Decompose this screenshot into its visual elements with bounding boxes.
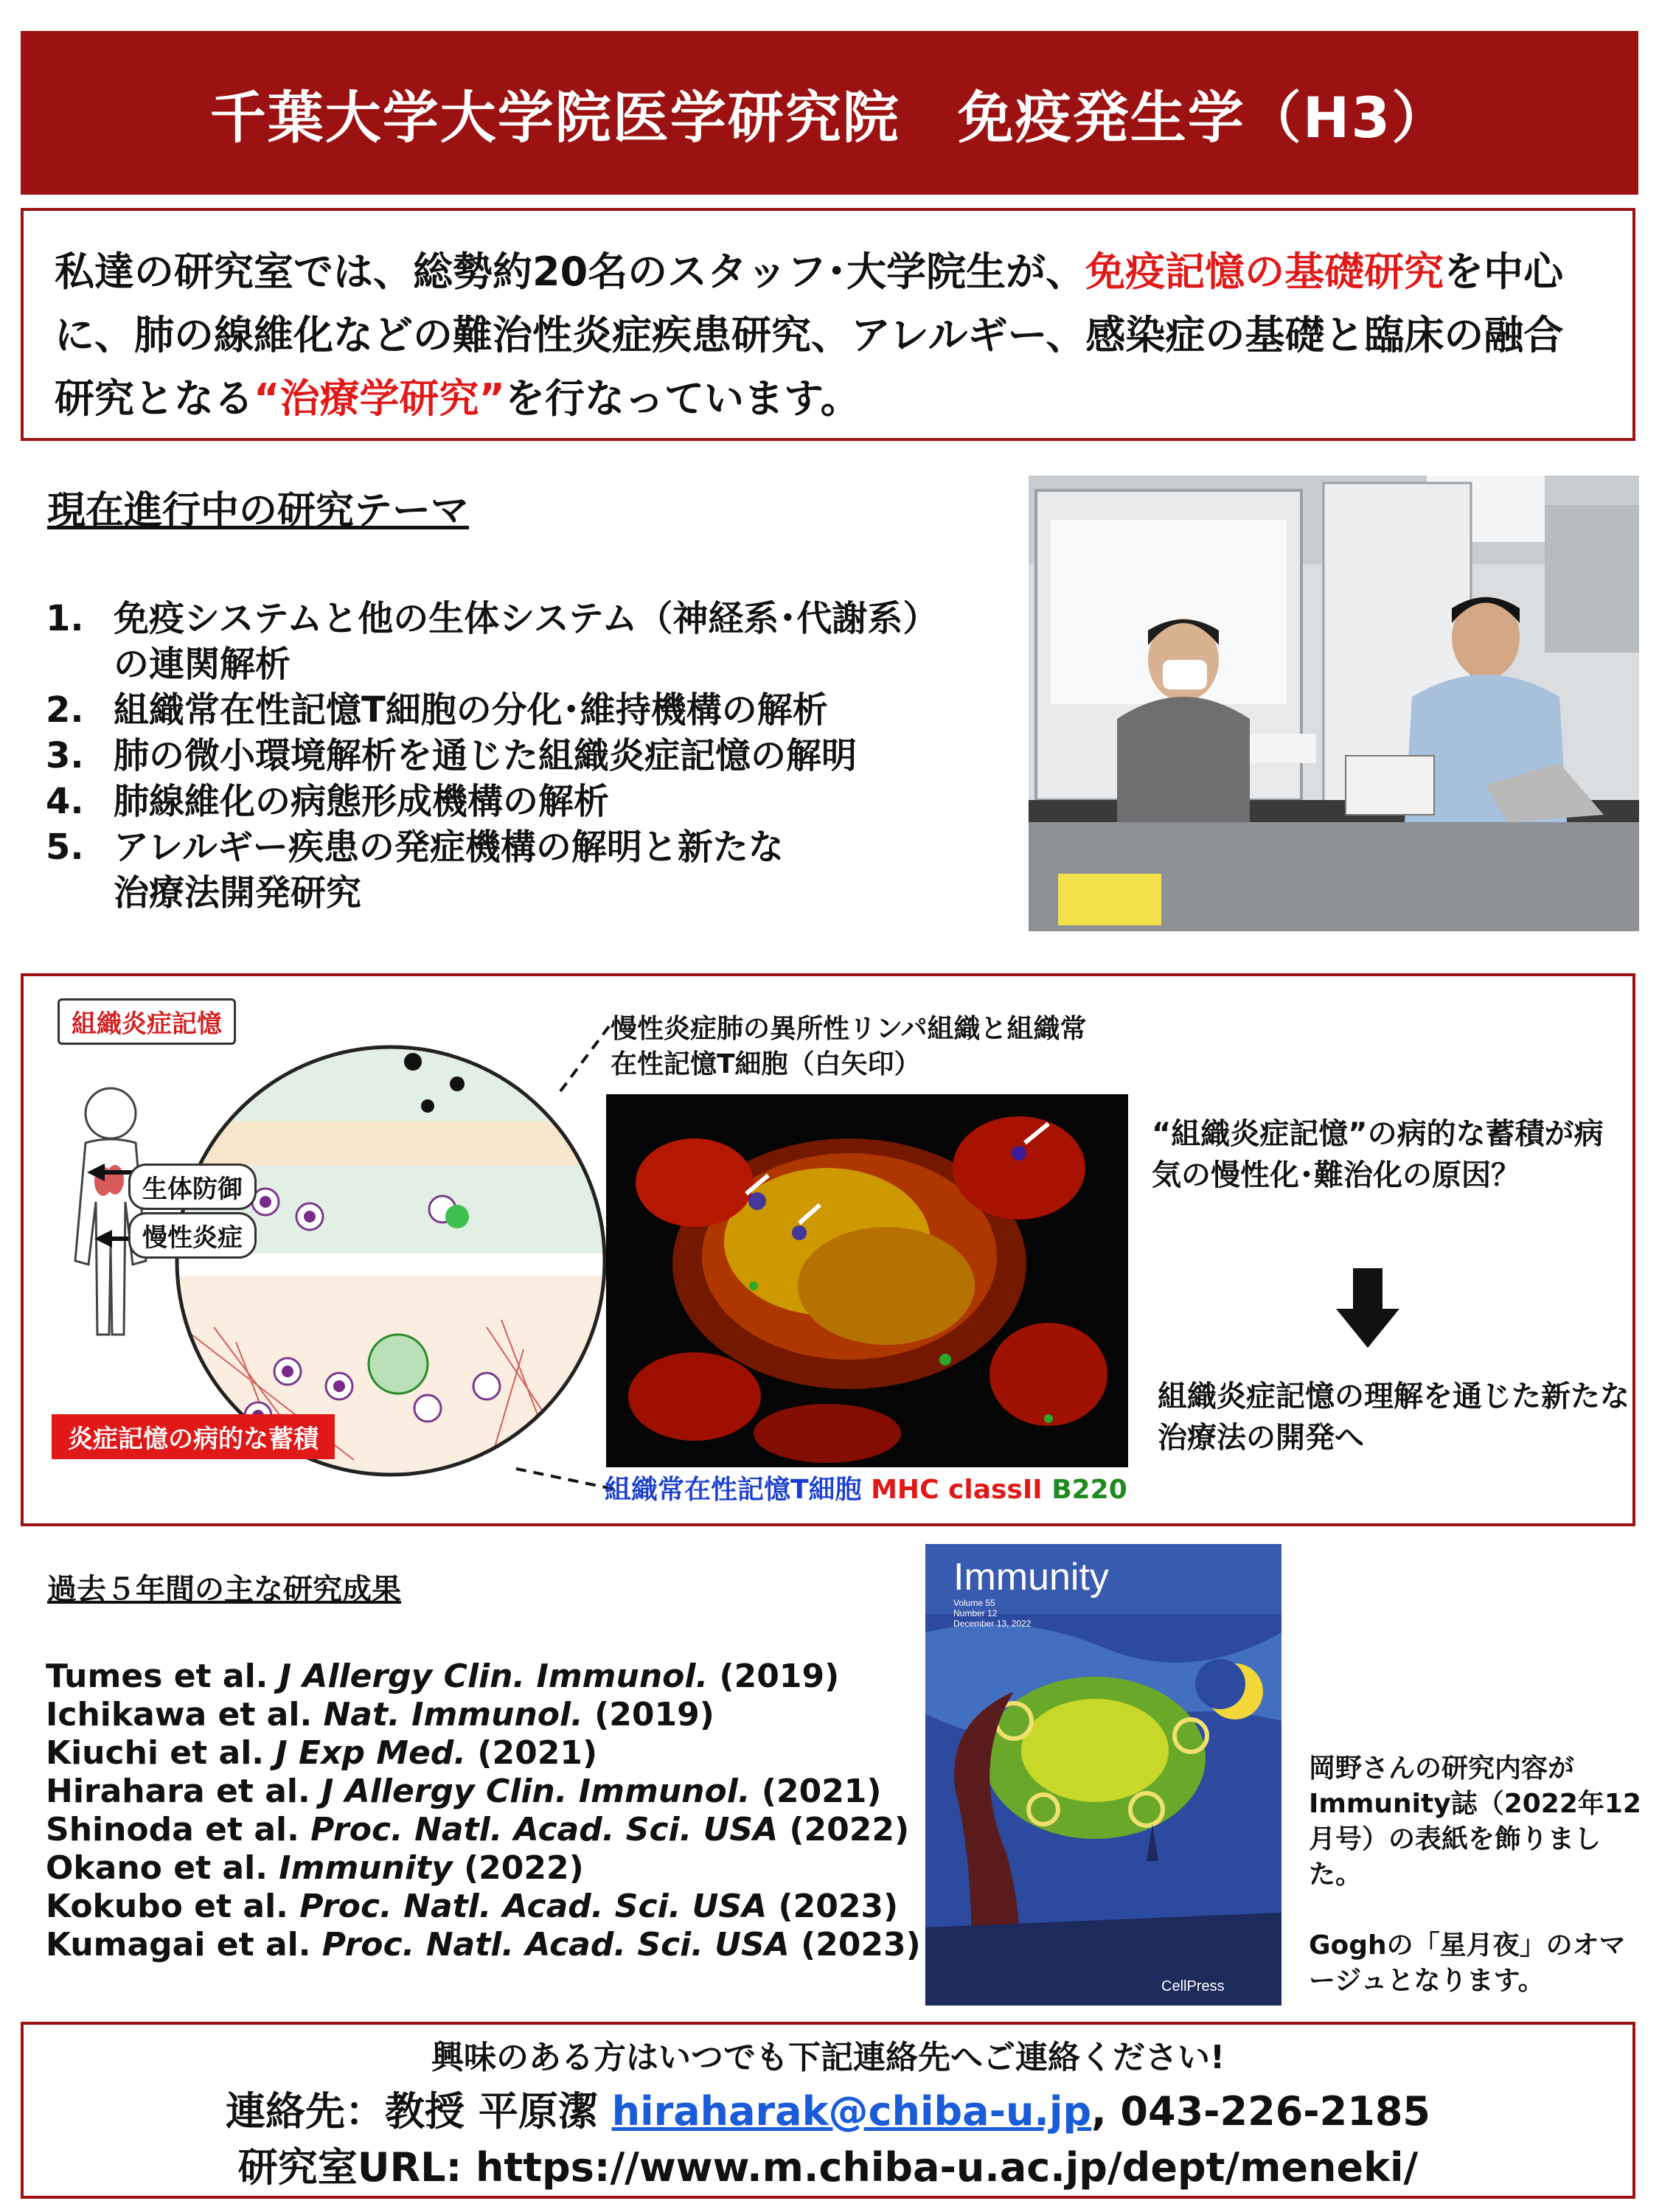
theme-number: 4.	[46, 781, 84, 822]
cover-meta-2: Number 12	[953, 1608, 998, 1618]
figure-answer: 組織炎症記憶の理解を通じた新たな治療法の開発へ	[1158, 1380, 1630, 1455]
publication-item: Okano et al. Immunity (2022)	[46, 1849, 584, 1887]
cover-meta-1: Volume 55	[953, 1598, 995, 1608]
theme-item	[46, 687, 1034, 733]
achievements-heading: 過去５年間の主な研究成果	[47, 1573, 401, 1607]
tag-tissue-memory: 組織炎症記憶	[58, 998, 236, 1045]
human-figure-icon	[75, 1088, 146, 1335]
legend-blue: 組織常在性記憶T細胞	[605, 1475, 862, 1505]
themes-heading: 現在進行中の研究テーマ	[47, 489, 470, 533]
down-arrow-icon	[1335, 1268, 1401, 1349]
theme-item	[46, 733, 1034, 779]
theme-text: 肺線維化の病態形成機構の解析	[114, 781, 610, 822]
contact-label: 連絡先：教授 平原潔	[226, 2088, 612, 2135]
microscopy-image	[606, 1094, 1128, 1467]
cover-caption	[1309, 1751, 1648, 1999]
lab-url-line	[24, 2140, 1632, 2196]
microscopy-legend	[605, 1469, 1127, 1506]
intro-highlight-1: 免疫記憶の基礎研究	[1085, 248, 1444, 295]
contact-box	[21, 2022, 1635, 2199]
publication-item: Tumes et al. J Allergy Clin. Immunol. (2019)	[46, 1658, 840, 1695]
theme-number: 2.	[46, 689, 84, 731]
label-defense: 生体防御	[128, 1164, 257, 1210]
header-banner	[21, 31, 1638, 195]
theme-item	[46, 779, 1034, 824]
lab-photo	[1029, 476, 1639, 931]
intro-highlight-2: “治療学研究”	[254, 375, 505, 422]
theme-number: 5.	[46, 827, 84, 868]
theme-text-cont: 治療法開発研究	[114, 872, 362, 914]
contact-email-link[interactable]: hiraharak@chiba-u.jp	[611, 2088, 1092, 2135]
theme-text: 組織常在性記憶T細胞の分化･維持機構の解析	[114, 689, 828, 731]
theme-text: 免疫システムと他の生体システム（神経系･代謝系）	[114, 598, 939, 639]
cover-journal-title: Immunity	[953, 1556, 1109, 1599]
legend-red: MHC classII	[871, 1475, 1043, 1505]
intro-box	[21, 208, 1635, 441]
themes-list	[46, 596, 1034, 916]
page-title: 千葉大学大学院医学研究院 免疫発生学（H3）	[209, 84, 1450, 150]
cover-caption-2: Goghの「星月夜」のオマージュとなります。	[1309, 1930, 1626, 1996]
theme-text: 肺の微小環境解析を通じた組織炎症記憶の解明	[114, 735, 858, 776]
theme-number: 1.	[46, 598, 84, 639]
cover-publisher: CellPress	[1161, 1978, 1225, 1994]
figure-question: “組織炎症記憶”の病的な蓄積が病気の慢性化･難治化の原因？	[1152, 1117, 1604, 1192]
theme-text-cont: の連関解析	[114, 644, 291, 685]
immunity-cover-image	[925, 1544, 1281, 2006]
microscopy-title: 慢性炎症肺の異所性リンパ組織と組織常在性記憶T細胞（白矢印）	[611, 1012, 1088, 1082]
publication-item: Ichikawa et al. Nat. Immunol. (2019)	[46, 1696, 714, 1733]
publication-item: Kokubo et al. Proc. Natl. Acad. Sci. USA (2023)	[46, 1888, 899, 1925]
cover-meta-3: December 13, 2022	[953, 1618, 1032, 1629]
lab-url-label: 研究室URL:	[237, 2144, 476, 2191]
tag-pathologic-accumulation: 炎症記憶の病的な蓄積	[52, 1414, 335, 1459]
theme-item	[46, 596, 1034, 687]
cover-caption-1: 岡野さんの研究内容がImmunity誌（2022年12月号）の表紙を飾りました。	[1309, 1753, 1641, 1890]
label-chronic: 慢性炎症	[128, 1212, 257, 1259]
legend-green: B220	[1051, 1475, 1127, 1505]
publication-item: Shinoda et al. Proc. Natl. Acad. Sci. USA (2022)	[46, 1811, 910, 1848]
intro-text-1: 私達の研究室では、総勢約20名のスタッフ･大学院生が、	[55, 248, 1086, 295]
contact-invite: 興味のある方はいつでも下記連絡先へご連絡ください!	[431, 2039, 1225, 2076]
lab-url[interactable]: https://www.m.chiba-u.ac.jp/dept/meneki/	[475, 2144, 1419, 2191]
intro-text-3: を行なっています。	[504, 375, 860, 422]
publication-item: Kumagai et al. Proc. Natl. Acad. Sci. USA (2023)	[46, 1926, 921, 1964]
intro-text-2: を中心に、肺の線維化などの難治性炎症疾患研究、アレルギー、感染症の基礎と臨床の融合研究となる	[55, 248, 1564, 422]
publication-list	[46, 1658, 921, 1964]
contact-phone: , 043-226-2185	[1091, 2088, 1430, 2135]
theme-item	[46, 824, 1034, 916]
theme-number: 3.	[46, 735, 84, 776]
theme-text: アレルギー疾患の発症機構の解明と新たな	[114, 827, 784, 868]
contact-line	[24, 2084, 1632, 2140]
publication-item: Hirahara et al. J Allergy Clin. Immunol. (2021)	[46, 1773, 882, 1810]
publication-item: Kiuchi et al. J Exp Med. (2021)	[46, 1734, 598, 1772]
